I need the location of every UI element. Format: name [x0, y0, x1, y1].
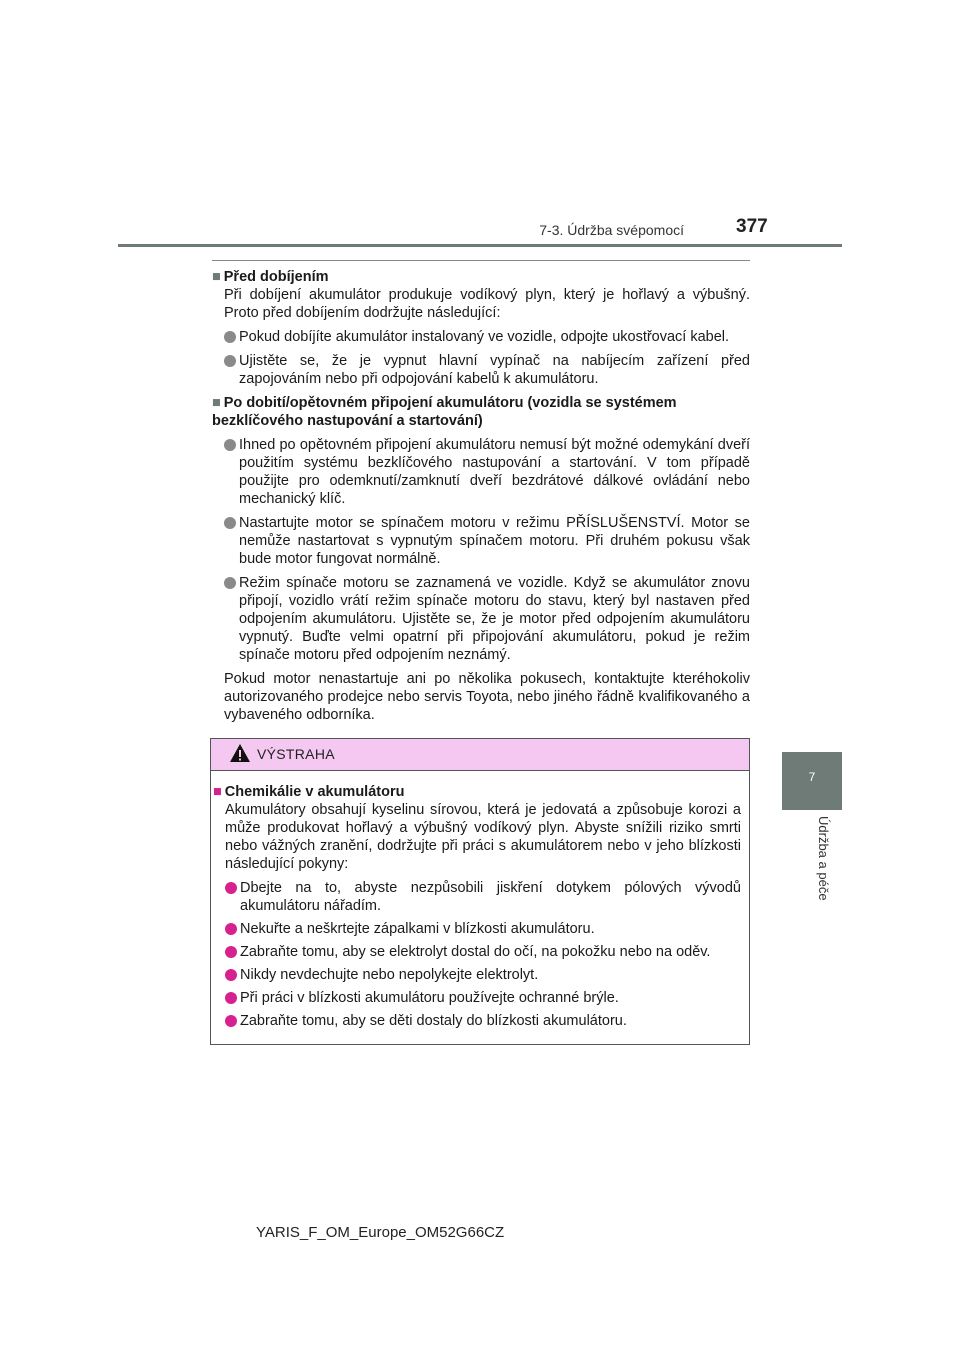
list-item — [224, 574, 750, 664]
warning-title: VÝSTRAHA — [257, 746, 335, 762]
warning-triangle-icon — [229, 743, 251, 763]
square-bullet-icon: ■ — [213, 784, 222, 800]
page-number: 377 — [736, 216, 768, 237]
square-bullet-icon: ■ — [212, 269, 221, 285]
section-intro: Při dobíjení akumulátor produkuje vodíkový plyn, který je hořlavý a výbušný. Proto před dobíjením dodržujte následující: — [224, 287, 750, 321]
list-item-text: Nikdy nevdechujte nebo nepolykejte elektrolyt. — [240, 967, 539, 983]
main-content — [212, 266, 750, 724]
list-item — [225, 879, 741, 915]
list-item-text: Ihned po opětovném připojení akumulátoru nemusí být možné odemykání dveří použitím systému bezklíčového nastupování a startování. V tom případě použijte pro odemknutí/zamknutí dveří bezdrátové dálkové ovládání nebo mechanický klíč. — [239, 437, 750, 507]
circle-bullet-icon — [225, 923, 237, 935]
list-item — [225, 966, 741, 984]
list-item-text: Zabraňte tomu, aby se děti dostaly do blízkosti akumulátoru. — [240, 1013, 627, 1029]
warning-intro: Akumulátory obsahují kyselinu sírovou, která je jedovatá a způsobuje korozi a může produkovat hořlavý a výbušný vodíkový plyn. Abyste snížili riziko smrti nebo vážných zranění, dodržujte při práci s akumulátorem nebo v jeho blízkosti následující pokyny: — [225, 802, 741, 872]
list-item — [224, 514, 750, 568]
section-closing: Pokud motor nenastartuje ani po několika pokusech, kontaktujte kteréhokoliv autorizovaného prodejce nebo servis Toyota, nebo jiného řádně kvalifikovaného a vybaveného odborníka. — [224, 671, 750, 723]
warning-heading-text: Chemikálie v akumulátoru — [224, 784, 405, 800]
circle-bullet-icon — [224, 577, 236, 589]
section-heading-text: Po dobití/opětovném připojení akumulátoru (vozidla se systémem bezklíčového nastupování a startování) — [212, 395, 677, 429]
list-item-text: Zabraňte tomu, aby se elektrolyt dostal do očí, na pokožku nebo na oděv. — [240, 944, 711, 960]
section-heading — [212, 268, 750, 286]
list-item-text: Ujistěte se, že je vypnut hlavní vypínač na nabíjecím zařízení před zapojováním nebo při odpojování kabelů k akumulátoru. — [239, 353, 750, 387]
circle-bullet-icon — [225, 992, 237, 1004]
list-item — [224, 352, 750, 388]
circle-bullet-icon — [225, 1015, 237, 1027]
list-item — [225, 1012, 741, 1030]
circle-bullet-icon — [225, 969, 237, 981]
warning-header — [211, 739, 749, 771]
list-item — [224, 436, 750, 508]
list-item — [225, 943, 741, 961]
warning-box — [210, 738, 750, 1045]
circle-bullet-icon — [224, 331, 236, 343]
section-heading — [212, 394, 750, 430]
list-item-text: Režim spínače motoru se zaznamená ve vozidle. Když se akumulátor znovu připojí, vozidlo vrátí režim spínače motoru do stavu, který byl nastaven před odpojením akumulátoru. Ujistěte se, že je motor před odpojením akumulátoru vypnutý. Buďte velmi opatrní při připojování akumulátoru, pokud je režim spínače motoru před odpojením neznámý. — [239, 575, 750, 663]
chapter-title: Údržba a péče — [816, 816, 831, 901]
section-heading-text: Před dobíjením — [223, 269, 329, 285]
warning-heading — [213, 783, 741, 801]
circle-bullet-icon — [225, 946, 237, 958]
header-section-title: 7-3. Údržba svépomocí — [539, 222, 684, 238]
circle-bullet-icon — [224, 517, 236, 529]
warning-body — [211, 771, 749, 1030]
chapter-number: 7 — [808, 770, 816, 784]
list-item-text: Nastartujte motor se spínačem motoru v režimu PŘÍSLUŠENSTVÍ. Motor se nemůže nastartovat s vypnutým spínačem motoru. Při druhém pokusu však bude motor fungovat normálně. — [239, 515, 750, 567]
list-item-text: Pokud dobíjíte akumulátor instalovaný ve vozidle, odpojte ukostřovací kabel. — [239, 329, 730, 345]
chapter-tab[interactable] — [782, 752, 842, 810]
list-item — [225, 989, 741, 1007]
list-item-text: Dbejte na to, abyste nezpůsobili jiskření dotykem pólových vývodů akumulátoru nářadím. — [240, 880, 741, 914]
list-item-text: Nekuřte a neškrtejte zápalkami v blízkosti akumulátoru. — [240, 921, 595, 937]
square-bullet-icon: ■ — [212, 395, 221, 411]
circle-bullet-icon — [224, 355, 236, 367]
header-rule — [118, 244, 842, 247]
list-item-text: Při práci v blízkosti akumulátoru používejte ochranné brýle. — [240, 990, 619, 1006]
content-rule — [212, 260, 750, 261]
circle-bullet-icon — [225, 882, 237, 894]
list-item — [224, 328, 750, 346]
footer-doc-code: YARIS_F_OM_Europe_OM52G66CZ — [256, 1224, 505, 1241]
circle-bullet-icon — [224, 439, 236, 451]
list-item — [225, 920, 741, 938]
